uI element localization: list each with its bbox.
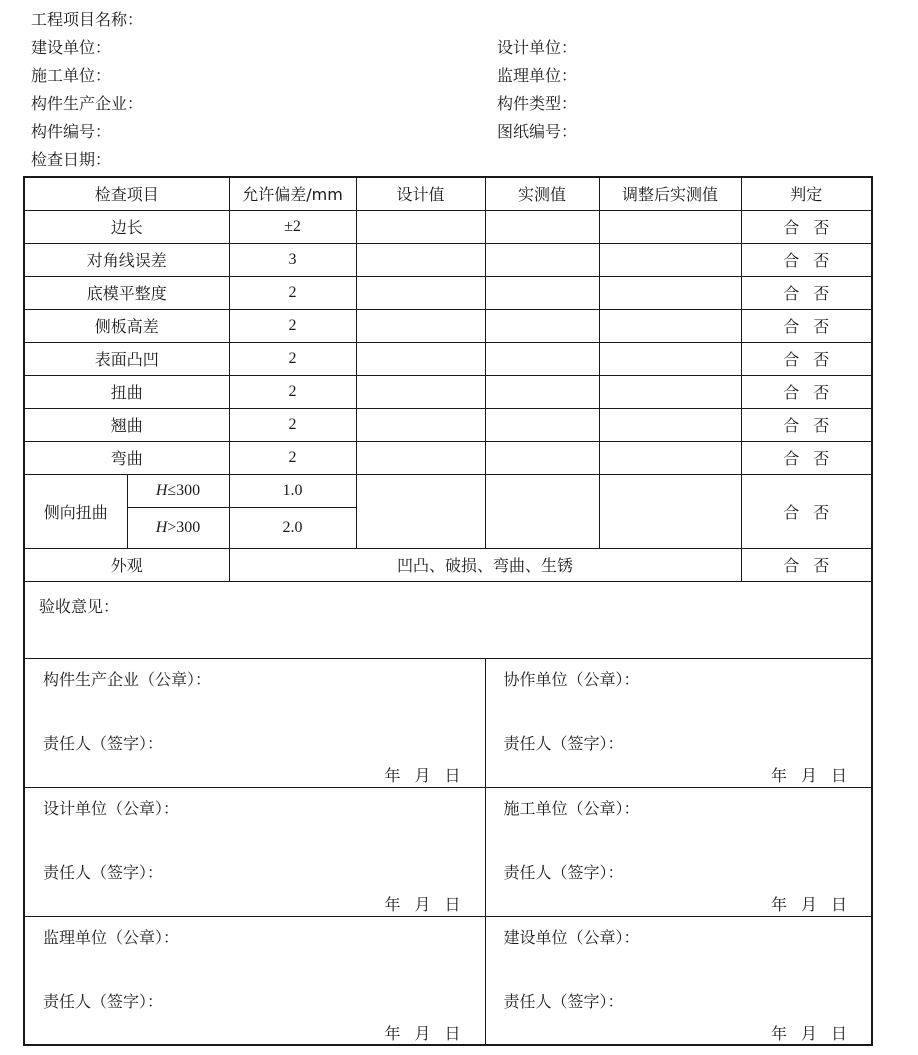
date-month: 月: [800, 765, 817, 785]
appearance-row: [24, 548, 872, 581]
design-value-cell[interactable]: [356, 210, 485, 243]
design-value-cell[interactable]: [356, 408, 485, 441]
tolerance-value: 2: [229, 375, 356, 408]
verdict-fail-option[interactable]: 否: [813, 350, 830, 369]
tolerance-value: 2: [229, 309, 356, 342]
appearance-description: 凹凸、破损、弯曲、生锈: [229, 548, 741, 581]
signoff-date: [370, 1021, 460, 1044]
date-month: 月: [800, 894, 817, 914]
verdict-pass-option[interactable]: 合: [783, 416, 800, 435]
date-day: 日: [444, 894, 461, 914]
verdict-pass-option[interactable]: 合: [783, 350, 800, 369]
verdict-pass-option[interactable]: 合: [783, 317, 800, 336]
tolerance-value: 2: [229, 441, 356, 474]
verdict-pass-option[interactable]: 合: [783, 284, 800, 303]
check-item: 底模平整度: [24, 276, 229, 309]
verdict-fail-option[interactable]: 否: [813, 218, 830, 237]
inspection-table: [23, 176, 873, 1046]
date-year: 年: [770, 894, 787, 914]
tolerance-value: 2: [229, 342, 356, 375]
table-row: [24, 441, 872, 474]
signoff-role-label: 构件生产企业（公章）：: [43, 669, 212, 689]
tolerance-value: 2.0: [229, 507, 356, 548]
table-row: [24, 342, 872, 375]
date-day: 日: [444, 765, 461, 785]
header-tolerance: 允许偏差/mm: [229, 177, 356, 210]
signoff-row: [24, 916, 872, 1045]
verdict-pass-option[interactable]: 合: [783, 502, 800, 522]
date-year: 年: [384, 894, 401, 914]
adjusted-value-cell[interactable]: [599, 441, 741, 474]
height-condition: >300: [167, 518, 201, 536]
adjusted-value-cell[interactable]: [599, 210, 741, 243]
signoff-design-unit[interactable]: [24, 787, 485, 916]
measured-value-cell[interactable]: [485, 375, 599, 408]
adjusted-value-cell[interactable]: [599, 342, 741, 375]
verdict-cell: [741, 276, 872, 309]
check-item: 侧板高差: [24, 309, 229, 342]
measured-value-cell[interactable]: [485, 474, 599, 548]
height-variable: H: [155, 481, 168, 499]
design-value-cell[interactable]: [356, 441, 485, 474]
signoff-date: [757, 1021, 847, 1044]
design-value-cell[interactable]: [356, 474, 485, 548]
design-value-cell[interactable]: [356, 375, 485, 408]
measured-value-cell[interactable]: [485, 441, 599, 474]
adjusted-value-cell[interactable]: [599, 408, 741, 441]
lateral-twist-condition: [127, 474, 229, 507]
project-name-label: 工程项目名称：: [31, 10, 144, 29]
adjusted-value-cell[interactable]: [599, 309, 741, 342]
signoff-role-label: 建设单位（公章）：: [503, 927, 640, 947]
signoff-role-label: 设计单位（公章）：: [43, 798, 180, 818]
verdict-cell: [741, 243, 872, 276]
header-adjusted-value: 调整后实测值: [599, 177, 741, 210]
design-value-cell[interactable]: [356, 243, 485, 276]
date-month: 月: [414, 765, 431, 785]
signoff-date: [370, 892, 460, 915]
check-item: 扭曲: [24, 375, 229, 408]
table-header-row: [24, 177, 872, 210]
verdict-pass-option[interactable]: 合: [783, 449, 800, 468]
verdict-fail-option[interactable]: 否: [813, 502, 830, 522]
manufacturer-label: 构件生产企业：: [31, 94, 144, 113]
construction-unit-label: 建设单位：: [31, 38, 112, 57]
date-month: 月: [414, 1023, 431, 1043]
verdict-cell: [741, 342, 872, 375]
lateral-twist-row: [24, 474, 872, 507]
acceptance-opinion-field[interactable]: [24, 581, 872, 658]
adjusted-value-cell[interactable]: [599, 243, 741, 276]
signoff-construction-unit[interactable]: [485, 787, 872, 916]
tolerance-value: 1.0: [229, 474, 356, 507]
date-year: 年: [770, 765, 787, 785]
header-verdict: 判定: [741, 177, 872, 210]
check-item: 弯曲: [24, 441, 229, 474]
header-measured-value: 实测值: [485, 177, 599, 210]
responsible-signature-label: 责任人（签字）：: [43, 862, 164, 882]
verdict-fail-option[interactable]: 否: [813, 556, 830, 575]
verdict-cell: [741, 474, 872, 548]
lateral-twist-condition: [127, 507, 229, 548]
verdict-pass-option[interactable]: 合: [783, 556, 800, 575]
supervision-unit-label: 监理单位：: [497, 66, 578, 85]
check-item: 对角线误差: [24, 243, 229, 276]
responsible-signature-label: 责任人（签字）：: [43, 991, 164, 1011]
signoff-supervision-unit[interactable]: [24, 916, 485, 1045]
acceptance-row: [24, 581, 872, 658]
design-unit-label: 设计单位：: [497, 38, 578, 57]
verdict-pass-option[interactable]: 合: [783, 251, 800, 270]
verdict-pass-option[interactable]: 合: [783, 383, 800, 402]
verdict-fail-option[interactable]: 否: [813, 317, 830, 336]
verdict-cell: [741, 309, 872, 342]
measured-value-cell[interactable]: [485, 408, 599, 441]
measured-value-cell[interactable]: [485, 276, 599, 309]
date-year: 年: [770, 1023, 787, 1043]
component-number-label: 构件编号：: [31, 122, 112, 141]
design-value-cell[interactable]: [356, 342, 485, 375]
signoff-date: [757, 763, 847, 786]
component-type-label: 构件类型：: [497, 94, 578, 113]
tolerance-value: 2: [229, 276, 356, 309]
date-day: 日: [444, 1023, 461, 1043]
verdict-cell: [741, 210, 872, 243]
adjusted-value-cell[interactable]: [599, 474, 741, 548]
verdict-cell: [741, 375, 872, 408]
responsible-signature-label: 责任人（签字）：: [43, 733, 164, 753]
measured-value-cell[interactable]: [485, 309, 599, 342]
check-item: 翘曲: [24, 408, 229, 441]
responsible-signature-label: 责任人（签字）：: [503, 733, 624, 753]
date-day: 日: [831, 765, 848, 785]
verdict-cell: [741, 441, 872, 474]
verdict-cell: [741, 548, 872, 581]
table-row: [24, 210, 872, 243]
signoff-partner-unit[interactable]: [485, 658, 872, 787]
table-row: [24, 243, 872, 276]
verdict-fail-option[interactable]: 否: [813, 284, 830, 303]
responsible-signature-label: 责任人（签字）：: [503, 991, 624, 1011]
builder-unit-label: 施工单位：: [31, 66, 112, 85]
date-day: 日: [831, 1023, 848, 1043]
design-value-cell[interactable]: [356, 276, 485, 309]
check-item: 表面凸凹: [24, 342, 229, 375]
measured-value-cell[interactable]: [485, 342, 599, 375]
date-month: 月: [414, 894, 431, 914]
responsible-signature-label: 责任人（签字）：: [503, 862, 624, 882]
signoff-role-label: 施工单位（公章）：: [503, 798, 640, 818]
signoff-date: [757, 892, 847, 915]
verdict-fail-option[interactable]: 否: [813, 416, 830, 435]
table-row: [24, 276, 872, 309]
verdict-fail-option[interactable]: 否: [813, 251, 830, 270]
header-design-value: 设计值: [356, 177, 485, 210]
acceptance-opinion-label: 验收意见：: [39, 596, 120, 616]
date-year: 年: [384, 1023, 401, 1043]
date-month: 月: [800, 1023, 817, 1043]
verdict-pass-option[interactable]: 合: [783, 218, 800, 237]
height-variable: H: [155, 518, 168, 536]
appearance-label: 外观: [24, 548, 229, 581]
signoff-row: [24, 658, 872, 787]
measured-value-cell[interactable]: [485, 243, 599, 276]
measured-value-cell[interactable]: [485, 210, 599, 243]
verdict-fail-option[interactable]: 否: [813, 383, 830, 402]
drawing-number-label: 图纸编号：: [497, 122, 578, 141]
lateral-twist-label: 侧向扭曲: [24, 474, 127, 548]
tolerance-value: 3: [229, 243, 356, 276]
signoff-owner-unit[interactable]: [485, 916, 872, 1045]
table-row: [24, 309, 872, 342]
signoff-date: [370, 763, 460, 786]
table-row: [24, 375, 872, 408]
tolerance-value: ±2: [229, 210, 356, 243]
check-item: 边长: [24, 210, 229, 243]
form-header: [0, 0, 918, 176]
signoff-role-label: 监理单位（公章）：: [43, 927, 180, 947]
signoff-manufacturer[interactable]: [24, 658, 485, 787]
signoff-row: [24, 787, 872, 916]
verdict-cell: [741, 408, 872, 441]
table-row: [24, 408, 872, 441]
date-year: 年: [384, 765, 401, 785]
header-check-item: 检查项目: [24, 177, 229, 210]
adjusted-value-cell[interactable]: [599, 276, 741, 309]
date-day: 日: [831, 894, 848, 914]
design-value-cell[interactable]: [356, 309, 485, 342]
adjusted-value-cell[interactable]: [599, 375, 741, 408]
check-date-label: 检查日期：: [31, 150, 112, 169]
signoff-role-label: 协作单位（公章）：: [503, 669, 640, 689]
tolerance-value: 2: [229, 408, 356, 441]
verdict-fail-option[interactable]: 否: [813, 449, 830, 468]
height-condition: ≤300: [167, 481, 201, 499]
